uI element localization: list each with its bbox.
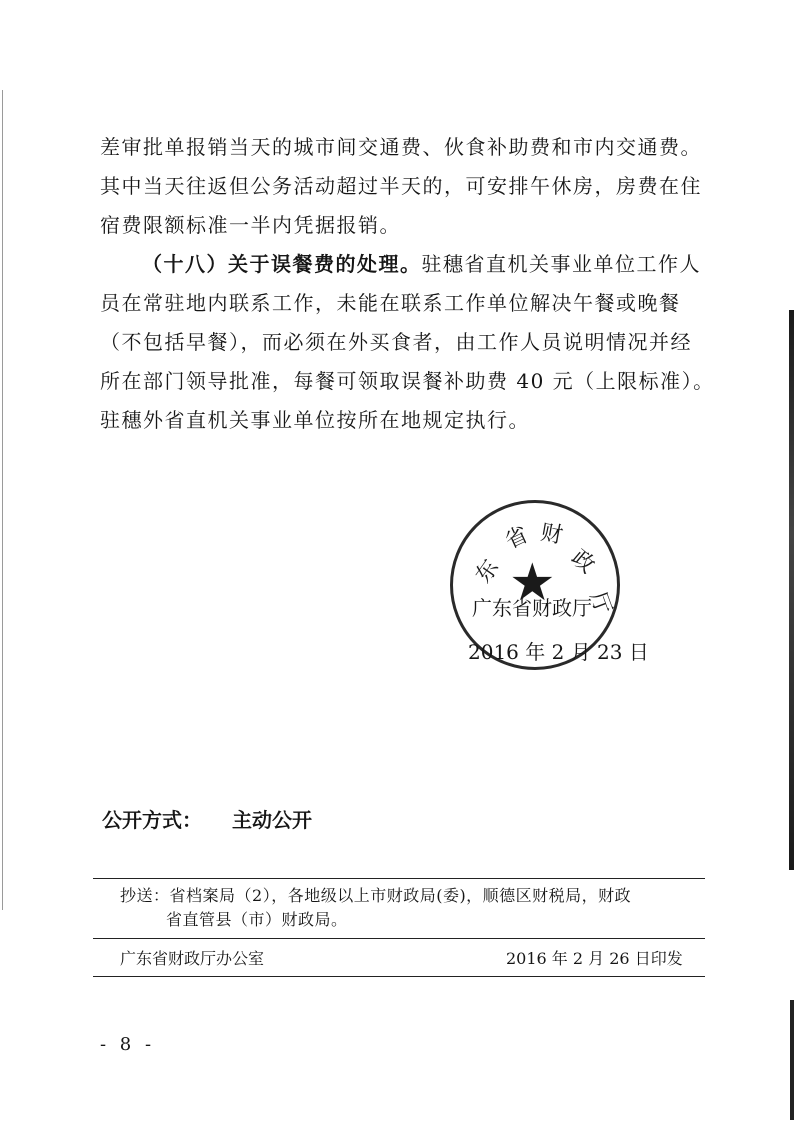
divider-top: [93, 878, 705, 879]
scan-edge-right: [789, 310, 794, 870]
disclosure-method: [102, 804, 312, 833]
seal-char: 厅: [584, 588, 616, 618]
item-18-first-line: [100, 245, 710, 284]
seal-char: 财: [538, 520, 565, 549]
scan-edge-right-lower: [790, 1000, 794, 1120]
disclosure-label: 公开方式：: [102, 808, 202, 832]
body-line: 所在部门领导批准，每餐可领取误餐补助费 40 元（上限标准）。: [100, 369, 715, 393]
item-18-heading: （十八）关于误餐费的处理。: [142, 252, 422, 276]
cc-recipients-cont: 省直管县（市）财政局。: [166, 910, 348, 929]
issue-date: 2016 年 2 月 26 日印发: [506, 949, 683, 968]
page-number: - 8 -: [100, 1034, 156, 1055]
seal-char: 省: [501, 522, 533, 555]
body-line: 差审批单报销当天的城市间交通费、伙食补助费和市内交通费。: [100, 135, 702, 159]
divider-middle: [93, 938, 705, 939]
cc-recipients: 省档案局（2），各地级以上市财政局(委)，顺德区财税局，财政: [169, 886, 632, 905]
document-body: [100, 128, 715, 440]
item-18-text: 驻穗省直机关事业单位工作人: [421, 252, 701, 276]
issuing-office: 广东省财政厅办公室: [120, 949, 265, 968]
scan-edge-left: [2, 90, 3, 910]
disclosure-value: 主动公开: [232, 808, 312, 832]
seal-char: 东: [471, 555, 505, 588]
body-line: 员在常驻地内联系工作，未能在联系工作单位解决午餐或晚餐: [100, 291, 681, 315]
signature-block: [450, 500, 649, 680]
body-line: 其中当天往返但公务活动超过半天的，可安排午休房，房费在住: [100, 174, 702, 198]
cc-label: 抄送：: [120, 886, 170, 905]
signing-date: 2016 年 2 月 23 日: [468, 640, 649, 664]
body-line: 宿费限额标准一半内凭据报销。: [100, 213, 401, 237]
signing-unit: 广东省财政厅: [472, 596, 592, 620]
body-line: （不包括早餐），而必须在外买食者，由工作人员说明情况并经: [100, 330, 692, 354]
divider-bottom: [93, 976, 705, 977]
seal-char: 政: [566, 545, 600, 579]
star-icon: ★: [509, 553, 556, 613]
body-line: 驻穗外省直机关事业单位按所在地规定执行。: [100, 408, 530, 432]
cc-block: [120, 884, 700, 932]
